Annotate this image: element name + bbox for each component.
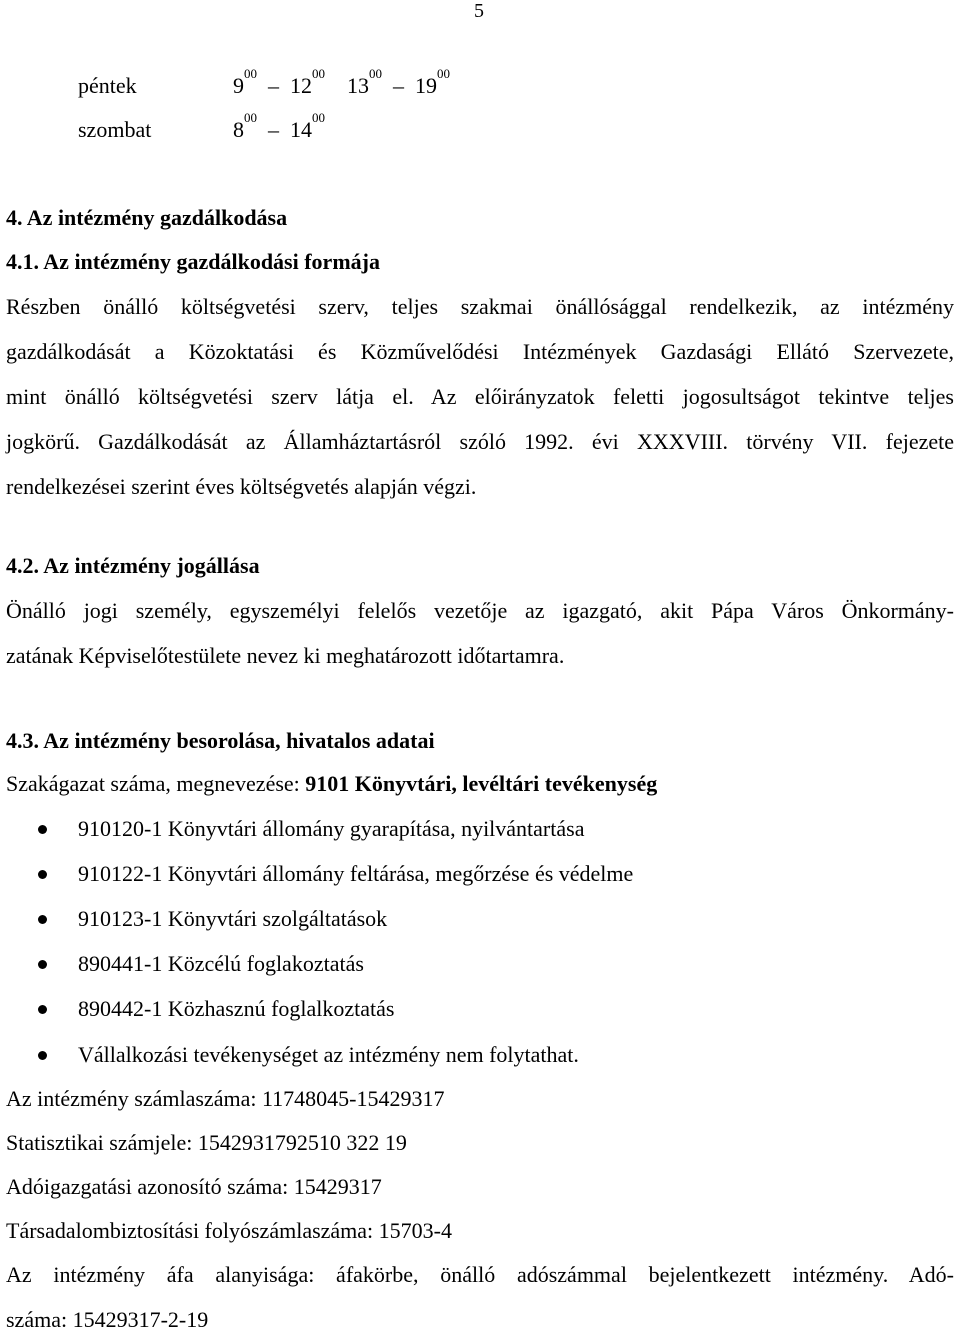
body-line: mint önálló költségvetési szerv látja el. Az előirányzatok feletti jogosultságot tekintve teljes	[6, 384, 954, 409]
body-line: rendelkezései szerint éves költségvetés alapján végzi.	[6, 474, 477, 499]
schedule-day-saturday: szombat	[78, 117, 152, 142]
body-line: gazdálkodását a Közoktatási és Közművelődési Intézmények Gazdasági Ellátó Szervezete,	[6, 339, 954, 364]
list-item: 890442-1 Közhasznú foglalkoztatás	[78, 996, 395, 1021]
schedule-hours-friday: $9^{00} - 12^{00}$ $13^{00} - 19^{00}$	[233, 66, 450, 98]
tb-folyoszamla-line: Társadalombiztosítási folyószámlaszáma: 15703-4	[6, 1218, 452, 1243]
list-item: 890441-1 Közcélú foglakoztatás	[78, 951, 364, 976]
afa-paragraph	[6, 1252, 954, 1342]
szamlaszam-line: Az intézmény számlaszáma: 11748045-15429317	[6, 1086, 445, 1111]
body-line: Részben önálló költségvetési szerv, teljes szakmai önállósággal rendelkezik, az intézmény	[6, 294, 954, 319]
schedule-hours-saturday: $8^{00} - 14^{00}$	[233, 110, 325, 142]
page-number: 5	[474, 0, 484, 22]
section-4-1-body	[6, 284, 954, 509]
adoigazgatasi-azonosito-line: Adóigazgatási azonosító száma: 15429317	[6, 1174, 382, 1199]
bullet-icon	[38, 915, 47, 924]
schedule-day-friday: péntek	[78, 73, 137, 98]
statisztikai-szamjel-line: Statisztikai számjele: 1542931792510 322 19	[6, 1130, 407, 1155]
body-line: Önálló jogi személy, egyszemélyi felelős vezetője az igazgató, akit Pápa Város Önkormány-	[6, 598, 954, 623]
section-4-heading: 4. Az intézmény gazdálkodása	[6, 205, 288, 230]
szakagazat-line	[6, 771, 657, 797]
list-item: 910123-1 Könyvtári szolgáltatások	[78, 906, 388, 931]
body-line: zatának Képviselőtestülete nevez ki meghatározott időtartamra.	[6, 643, 565, 668]
bullet-icon	[38, 960, 47, 969]
bullet-icon	[38, 870, 47, 879]
body-line: száma: 15429317-2-19	[6, 1307, 209, 1332]
bullet-icon	[38, 1005, 47, 1014]
szakagazat-label: Szakágazat száma, megnevezése:	[6, 771, 306, 796]
list-item: 910120-1 Könyvtári állomány gyarapítása, nyilvántartása	[78, 816, 585, 841]
section-4-1-heading: 4.1. Az intézmény gazdálkodási formája	[6, 249, 380, 274]
section-4-3-heading: 4.3. Az intézmény besorolása, hivatalos adatai	[6, 728, 435, 753]
section-4-2-body	[6, 588, 954, 678]
body-line: jogkörű. Gazdálkodását az Államháztartásról szóló 1992. évi XXXVIII. törvény VII. fejezete	[6, 429, 954, 454]
list-item: Vállalkozási tevékenységet az intézmény nem folytathat.	[78, 1042, 579, 1067]
szakagazat-value: 9101 Könyvtári, levéltári tevékenység	[305, 771, 658, 796]
list-item: 910122-1 Könyvtári állomány feltárása, megőrzése és védelme	[78, 861, 634, 886]
body-line: Az intézmény áfa alanyisága: áfakörbe, önálló adószámmal bejelentkezett intézmény. Adó-	[6, 1262, 954, 1287]
bullet-icon	[38, 1051, 47, 1060]
section-4-2-heading: 4.2. Az intézmény jogállása	[6, 553, 260, 578]
bullet-icon	[38, 825, 47, 834]
